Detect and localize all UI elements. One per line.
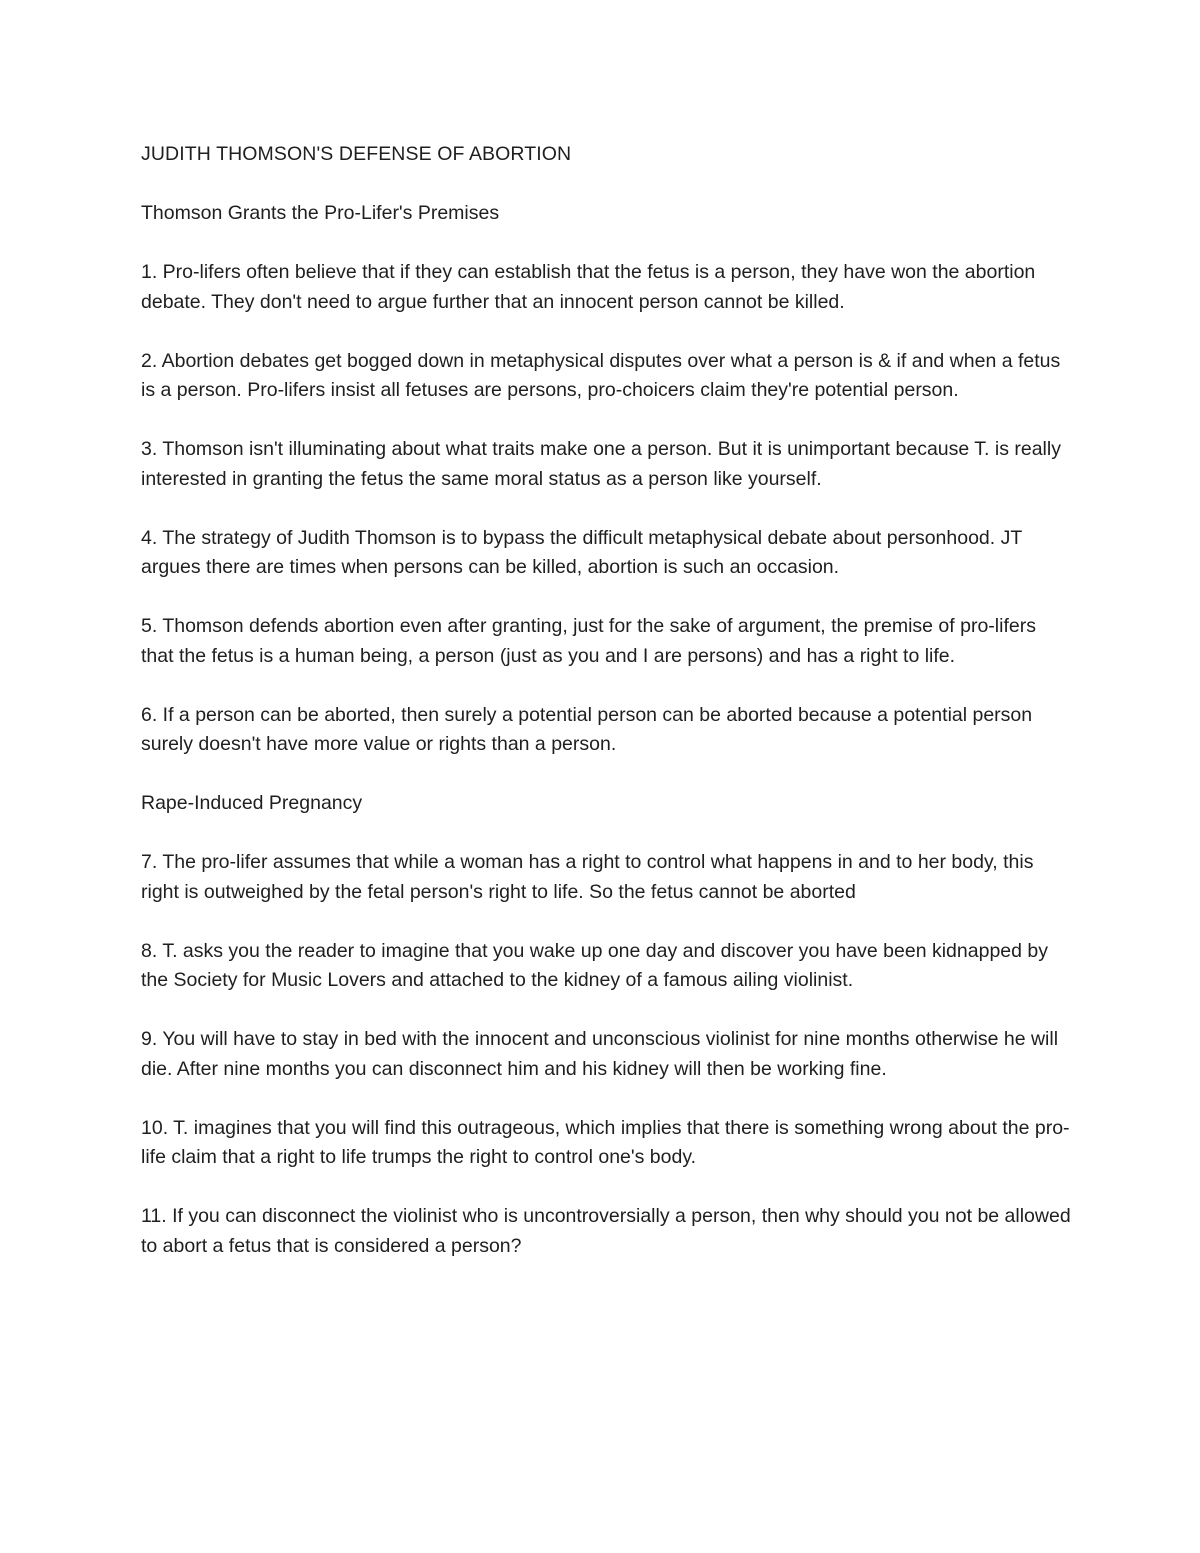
paragraph-6: 6. If a person can be aborted, then surely a potential person can be aborted because a potential person surely doesn't have more value or rights than a person. [141,703,1033,755]
paragraph-3: 3. Thomson isn't illuminating about what traits make one a person. But it is unimportant because T. is really interested in granting the fetus the same moral status as a person like yourself. [141,438,1061,490]
paragraph-10: 10. T. imagines that you will find this outrageous, which implies that there is something wrong about the pro-life claim that a right to life trumps the right to control one's body. [141,1116,1070,1168]
paragraph-1: 1. Pro-lifers often believe that if they can establish that the fetus is a person, they have won the abortion debate. They don't need to argue further that an innocent person cannot be killed. [141,261,1036,313]
paragraph-9: 9. You will have to stay in bed with the innocent and unconscious violinist for nine months otherwise he will die. After nine months you can disconnect him and his kidney will then be working fine. [141,1028,1059,1080]
section-heading-premises: Thomson Grants the Pro-Lifer's Premises [141,202,500,224]
section-heading-rape-induced-pregnancy: Rape-Induced Pregnancy [141,792,363,814]
document-body [141,140,1071,1291]
paragraph-4: 4. The strategy of Judith Thomson is to bypass the difficult metaphysical debate about personhood. JT argues there are times when persons can be killed, abortion is such an occasion. [141,526,1022,578]
paragraph-5: 5. Thomson defends abortion even after granting, just for the sake of argument, the premise of pro-lifers that the fetus is a human being, a person (just as you and I are persons) and has a right to life. [141,615,1036,667]
paragraph-2: 2. Abortion debates get bogged down in metaphysical disputes over what a person is & if and when a fetus is a person. Pro-lifers insist all fetuses are persons, pro-choicers claim they're potential person. [141,349,1061,401]
document-title: JUDITH THOMSON'S DEFENSE OF ABORTION [141,143,572,165]
paragraph-7: 7. The pro-lifer assumes that while a woman has a right to control what happens in and to her body, this right is outweighed by the fetal person's right to life. So the fetus cannot be aborted [141,851,1034,903]
paragraph-8: 8. T. asks you the reader to imagine that you wake up one day and discover you have been kidnapped by the Society for Music Lovers and attached to the kidney of a famous ailing violinist. [141,939,1048,991]
paragraph-11: 11. If you can disconnect the violinist who is uncontroversially a person, then why should you not be allowed to abort a fetus that is considered a person? [141,1205,1071,1257]
